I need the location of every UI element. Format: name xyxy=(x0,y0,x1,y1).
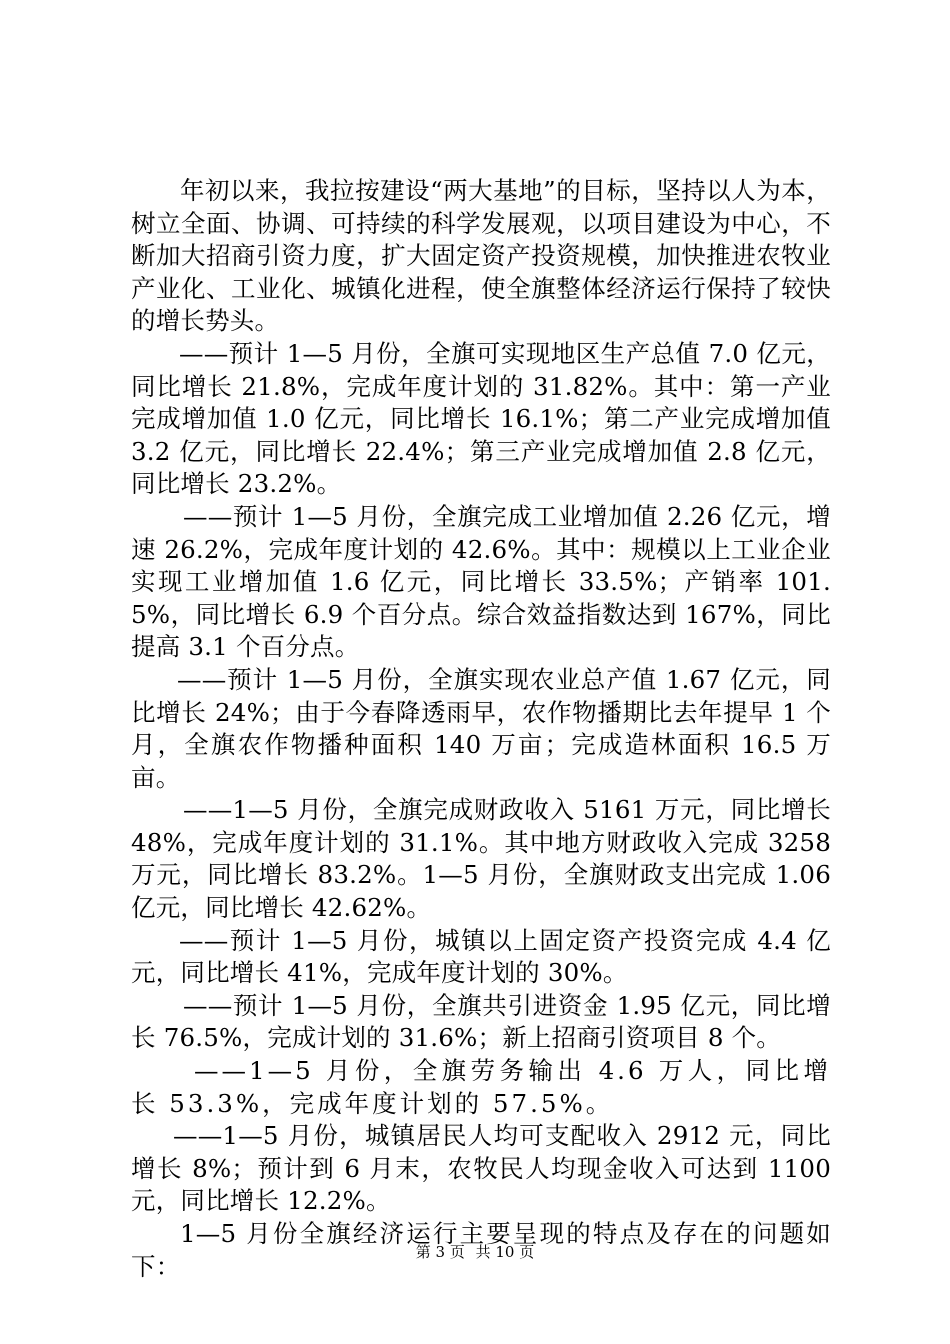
paragraph-investment: ——预计 1—5 月份，城镇以上固定资产投资完成 4.4 亿元，同比增长 41%，完成年度计划的 30%。 xyxy=(131,925,831,988)
page-total: 共 10 页 xyxy=(475,1243,535,1261)
paragraph-gdp: ——预计 1—5 月份，全旗可实现地区生产总值 7.0 亿元，同比增长 21.8%，完成年度计划的 31.82%。其中：第一产业完成增加值 1.0 亿元，同比增长 16.1%；第二产业完成增加值 3.2 亿元，同比增长 22.4%；第三产业完成增加值 2.8 亿元，同比增长 23.2%。 xyxy=(131,338,831,499)
document-body xyxy=(131,175,831,1283)
paragraph-income: ——1—5 月份，城镇居民人均可支配收入 2912 元，同比增长 8%；预计到 6 月末，农牧民人均现金收入可达到 1100 元，同比增长 12.2%。 xyxy=(131,1121,831,1216)
paragraph-industry: ——预计 1—5 月份，全旗完成工业增加值 2.26 亿元，增速 26.2%，完成年度计划的 42.6%。其中：规模以上工业企业实现工业增加值 1.6 亿元，同比增长 33.5%；产销率 101.5%，同比增长 6.9 个百分点。综合效益指数达到 167%，同比提高 3.1 个百分点。 xyxy=(131,501,831,662)
paragraph-labor: ——1—5 月份，全旗劳务输出 4.6 万人，同比增长 53.3%，完成年度计划的 57.5%。 xyxy=(131,1056,831,1118)
page-number: 第 3 页 xyxy=(415,1243,465,1261)
paragraph-capital: ——预计 1—5 月份，全旗共引进资金 1.95 亿元，同比增长 76.5%，完成计划的 31.6%；新上招商引资项目 8 个。 xyxy=(131,990,831,1053)
paragraph-intro: 年初以来，我拉按建设“两大基地”的目标，坚持以人为本，树立全面、协调、可持续的科学发展观，以项目建设为中心，不断加大招商引资力度，扩大固定资产投资规模，加快推进农牧业产业化、工业化、城镇化进程，使全旗整体经济运行保持了较快的增长势头。 xyxy=(131,176,831,336)
paragraph-summary: 1—5 月份全旗经济运行主要呈现的特点及存在的问题如下： xyxy=(131,1219,831,1281)
paragraph-agriculture: ——预计 1—5 月份，全旗实现农业总产值 1.67 亿元，同比增长 24%；由于今春降透雨早，农作物播期比去年提早 1 个月，全旗农作物播种面积 140 万亩；完成造林面积 16.5 万亩。 xyxy=(131,664,831,792)
page-footer xyxy=(0,1242,950,1262)
paragraph-finance: ——1—5 月份，全旗完成财政收入 5161 万元，同比增长 48%，完成年度计划的 31.1%。其中地方财政收入完成 3258 万元，同比增长 83.2%。1—5 月份，全旗财政支出完成 1.06 亿元，同比增长 42.62%。 xyxy=(131,795,831,923)
